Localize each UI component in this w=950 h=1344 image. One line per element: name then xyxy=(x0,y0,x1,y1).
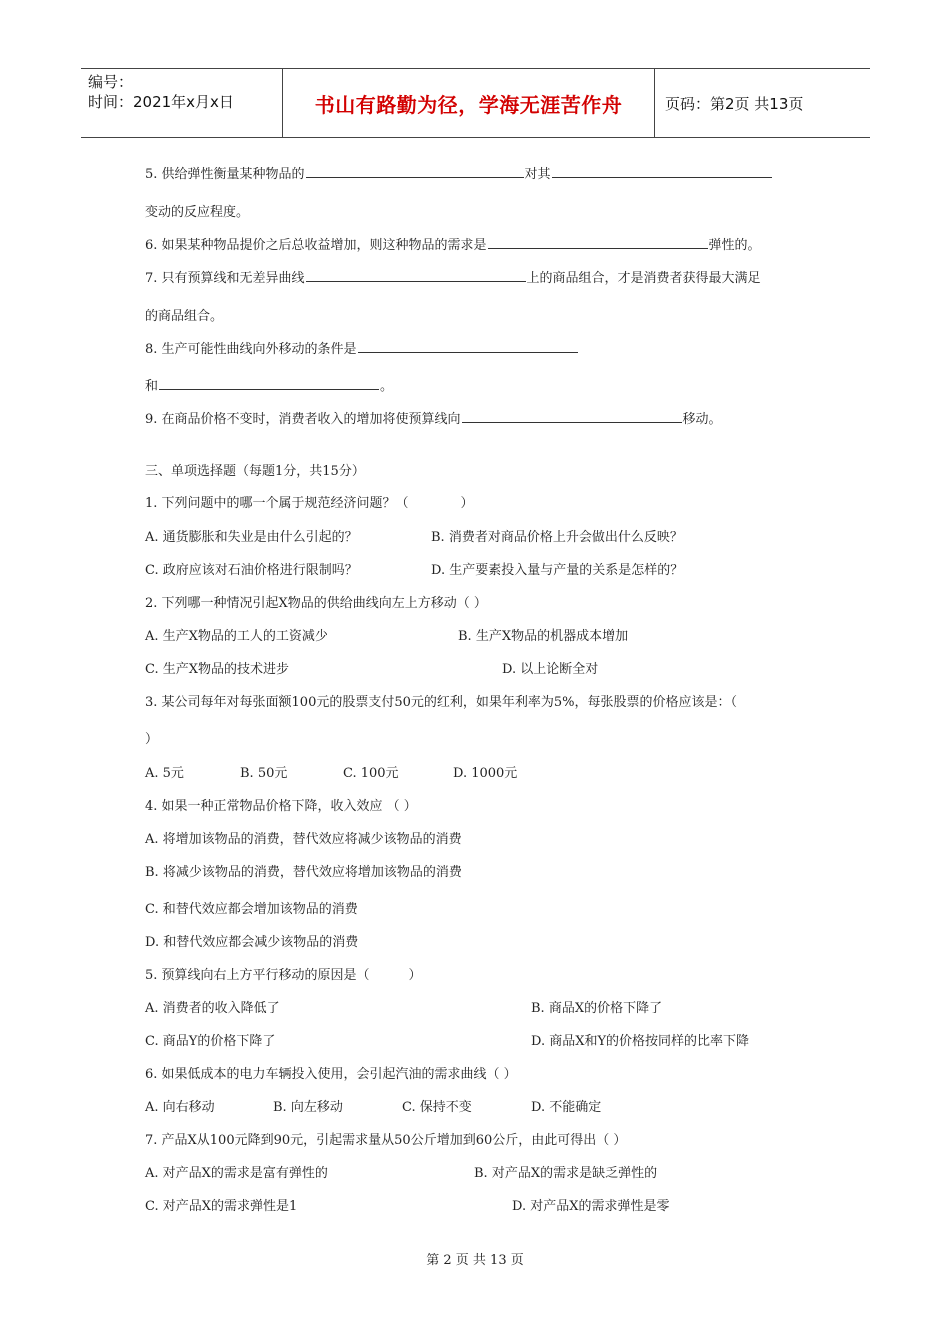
q5-blank-1 xyxy=(306,165,524,178)
mc-q7-option-d: D. 对产品X的需求弹性是零 xyxy=(512,1199,670,1214)
q5-text-1: 5. 供给弹性衡量某种物品的 xyxy=(145,167,305,182)
mc-q6-option-c: C. 保持不变 xyxy=(402,1100,472,1115)
mc-question-6: 6. 如果低成本的电力车辆投入使用，会引起汽油的需求曲线（ ） xyxy=(145,1067,517,1082)
mc-q3-option-a: A. 5元 xyxy=(145,766,184,781)
q7-text-2: 上的商品组合，才是消费者获得最大满足 xyxy=(526,271,761,286)
section-title: 三、单项选择题（每题1分，共15分） xyxy=(145,464,365,479)
q7-text-1: 7. 只有预算线和无差异曲线 xyxy=(145,271,305,286)
mc-q7-option-c: C. 对产品X的需求弹性是1 xyxy=(145,1199,298,1214)
mc-q2-option-a: A. 生产X物品的工人的工资减少 xyxy=(145,629,328,644)
q8-text-1: 8. 生产可能性曲线向外移动的条件是 xyxy=(145,342,357,357)
fill-question-5 xyxy=(145,163,773,182)
mc-q5-option-d: D. 商品X和Y的价格按同样的比率下降 xyxy=(531,1034,750,1049)
page-footer: 第 2 页 共 13 页 xyxy=(426,1253,524,1268)
mc-q2-option-c: C. 生产X物品的技术进步 xyxy=(145,662,290,677)
header-page-number: 页码：第2页 共13页 xyxy=(665,94,804,113)
fill-question-7-cont: 的商品组合。 xyxy=(145,309,224,324)
mc-q2-option-d: D. 以上论断全对 xyxy=(502,662,599,677)
mc-q7-option-a: A. 对产品X的需求是富有弹性的 xyxy=(145,1166,328,1181)
doc-number-label: 编号： xyxy=(88,73,134,91)
mc-q7-option-b: B. 对产品X的需求是缺乏弹性的 xyxy=(474,1166,658,1181)
q8-blank-1 xyxy=(358,340,578,353)
fill-question-9 xyxy=(145,408,722,427)
mc-q6-option-b: B. 向左移动 xyxy=(273,1100,343,1115)
mc-question-5: 5. 预算线向右上方平行移动的原因是（ ） xyxy=(145,968,422,983)
mc-q1-option-d: D. 生产要素投入量与产量的关系是怎样的？ xyxy=(431,563,684,578)
doc-time-label: 时间：2021年x月x日 xyxy=(88,93,234,111)
mc-q6-option-d: D. 不能确定 xyxy=(531,1100,602,1115)
fill-question-7 xyxy=(145,267,761,286)
q9-text-2: 移动。 xyxy=(682,412,722,427)
q5-blank-2 xyxy=(552,165,772,178)
mc-q1-option-b: B. 消费者对商品价格上升会做出什么反映？ xyxy=(431,530,683,545)
mc-q1-option-a: A. 通货膨胀和失业是由什么引起的？ xyxy=(145,530,358,545)
page-header xyxy=(81,68,870,138)
mc-q4-option-d: D. 和替代效应都会减少该物品的消费 xyxy=(145,935,359,950)
fill-question-5-cont: 变动的反应程度。 xyxy=(145,205,250,220)
q9-text-1: 9. 在商品价格不变时，消费者收入的增加将使预算线向 xyxy=(145,412,461,427)
mc-q5-option-a: A. 消费者的收入降低了 xyxy=(145,1001,280,1016)
mc-q1-option-c: C. 政府应该对石油价格进行限制吗？ xyxy=(145,563,358,578)
mc-q5-option-b: B. 商品X的价格下降了 xyxy=(531,1001,663,1016)
mc-question-4: 4. 如果一种正常物品价格下降，收入效应 （ ） xyxy=(145,799,417,814)
mc-q3-option-c: C. 100元 xyxy=(343,766,399,781)
mc-q4-option-a: A. 将增加该物品的消费，替代效应将减少该物品的消费 xyxy=(145,832,462,847)
mc-question-1: 1. 下列问题中的哪一个属于规范经济问题？（ ） xyxy=(145,496,474,511)
mc-q3-option-b: B. 50元 xyxy=(240,766,288,781)
fill-question-8 xyxy=(145,338,579,357)
mc-question-7: 7. 产品X从100元降到90元，引起需求量从50公斤增加到60公斤，由此可得出（ ） xyxy=(145,1133,627,1148)
header-motto: 书山有路勤为径，学海无涯苦作舟 xyxy=(282,69,655,137)
q8-text-2: 和 xyxy=(145,379,159,394)
q7-blank xyxy=(306,269,526,282)
fill-question-8-cont xyxy=(145,375,393,394)
header-meta xyxy=(81,69,282,137)
mc-question-3: 3. 某公司每年对每张面额100元的股票支付50元的红利，如果年利率为5%，每张股票的价格应该是：（ xyxy=(145,695,738,710)
fill-question-6 xyxy=(145,234,761,253)
mc-question-2: 2. 下列哪一种情况引起X物品的供给曲线向左上方移动（ ） xyxy=(145,596,487,611)
q8-blank-2 xyxy=(159,377,379,390)
mc-q4-option-c: C. 和替代效应都会增加该物品的消费 xyxy=(145,902,358,917)
mc-q6-option-a: A. 向右移动 xyxy=(145,1100,215,1115)
q6-text-1: 6. 如果某种物品提价之后总收益增加，则这种物品的需求是 xyxy=(145,238,487,253)
q6-text-2: 弹性的。 xyxy=(708,238,761,253)
mc-q2-option-b: B. 生产X物品的机器成本增加 xyxy=(458,629,629,644)
mc-question-3-cont: ） xyxy=(145,732,159,747)
mc-q4-option-b: B. 将减少该物品的消费，替代效应将增加该物品的消费 xyxy=(145,865,462,880)
mc-q5-option-c: C. 商品Y的价格下降了 xyxy=(145,1034,276,1049)
q9-blank xyxy=(462,410,682,423)
q5-text-2: 对其 xyxy=(524,167,551,182)
q8-text-3: 。 xyxy=(380,379,394,394)
q6-blank xyxy=(488,236,708,249)
mc-q3-option-d: D. 1000元 xyxy=(453,766,518,781)
